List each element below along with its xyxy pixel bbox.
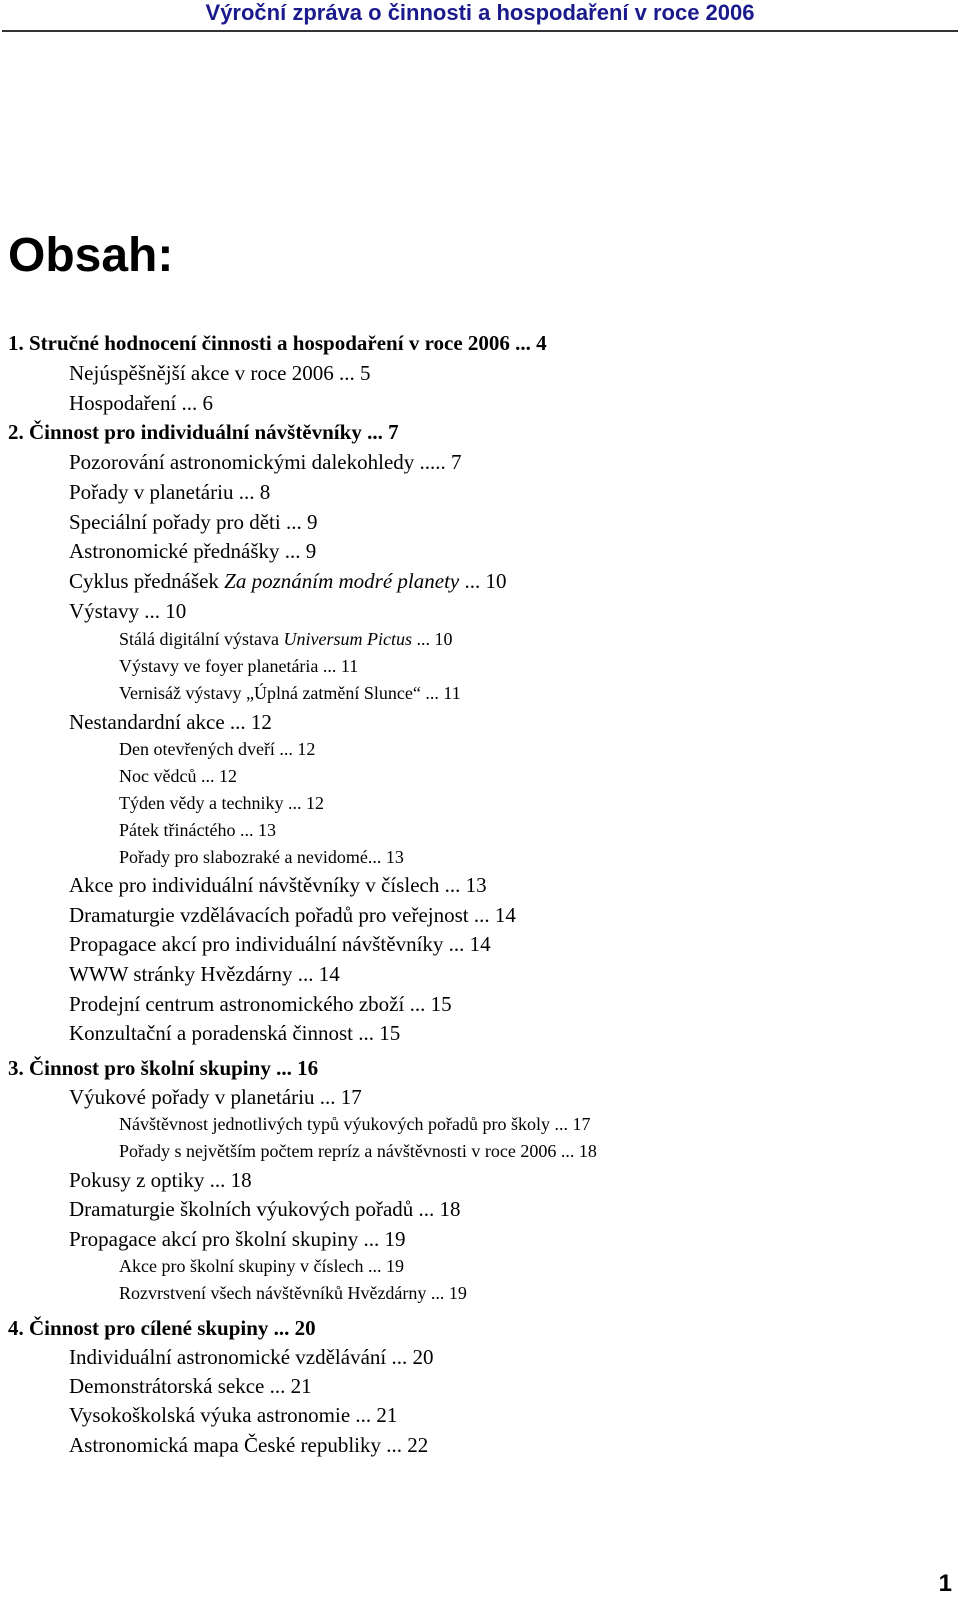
toc-entry[interactable]: Výukové pořady v planetáriu ... 17 [69, 1085, 362, 1109]
toc-entry[interactable]: Den otevřených dveří ... 12 [119, 739, 316, 759]
toc-title: Obsah: [8, 229, 174, 282]
toc-entry[interactable]: Hospodaření ... 6 [69, 391, 214, 415]
toc-entry[interactable]: Individuální astronomické vzdělávání ... 20 [69, 1345, 434, 1369]
toc-entry[interactable]: Týden vědy a techniky ... 12 [119, 793, 324, 813]
toc-entry[interactable]: Prodejní centrum astronomického zboží ... 15 [69, 992, 452, 1016]
toc-entry[interactable]: Návštěvnost jednotlivých typů výukových pořadů pro školy ... 17 [119, 1114, 591, 1134]
toc-entry[interactable]: Speciální pořady pro děti ... 9 [69, 510, 318, 534]
toc-entry[interactable]: Akce pro individuální návštěvníky v číslech ... 13 [69, 873, 487, 897]
toc-entry[interactable]: Akce pro školní skupiny v číslech ... 19 [119, 1256, 404, 1276]
toc-entry[interactable]: Dramaturgie školních výukových pořadů ... 18 [69, 1197, 461, 1221]
toc-entry[interactable]: Pořady s největším počtem repríz a návštěvnosti v roce 2006 ... 18 [119, 1141, 597, 1161]
toc-entry[interactable]: Výstavy ve foyer planetária ... 11 [119, 656, 359, 676]
toc-entry-text: Stálá digitální výstava [119, 629, 284, 649]
toc-entry[interactable]: Pátek třináctého ... 13 [119, 820, 276, 840]
toc-entry[interactable] [69, 571, 506, 592]
toc-entry[interactable]: 4. Činnost pro cílené skupiny ... 20 [8, 1316, 316, 1340]
toc-entry[interactable]: Pokusy z optiky ... 18 [69, 1168, 252, 1192]
page-number: 1 [938, 1570, 952, 1597]
toc-entry-page: ... 10 [411, 629, 453, 649]
toc-entry[interactable]: 3. Činnost pro školní skupiny ... 16 [8, 1056, 319, 1080]
toc-entry[interactable]: Nestandardní akce ... 12 [69, 710, 272, 734]
toc-entry[interactable]: Pozorování astronomickými dalekohledy ..... 7 [69, 450, 462, 474]
toc-entry[interactable]: Astronomické přednášky ... 9 [69, 539, 317, 563]
toc-entry[interactable]: Propagace akcí pro školní skupiny ... 19 [69, 1227, 406, 1251]
toc-entry[interactable]: WWW stránky Hvězdárny ... 14 [69, 962, 340, 986]
toc-entry[interactable]: Pořady v planetáriu ... 8 [69, 480, 271, 504]
document-header: Výroční zpráva o činnosti a hospodaření v roce 2006 [205, 0, 755, 25]
toc-entry[interactable]: Výstavy ... 10 [69, 599, 187, 623]
toc-entry-italic-text: Za poznáním modré planety [224, 569, 460, 593]
toc-entry[interactable]: Konzultační a poradenská činnost ... 15 [69, 1021, 401, 1045]
toc-entry[interactable]: Propagace akcí pro individuální návštěvníky ... 14 [69, 932, 491, 956]
toc-entry[interactable]: Rozvrstvení všech návštěvníků Hvězdárny ... 19 [119, 1283, 467, 1303]
toc-entry[interactable]: 1. Stručné hodnocení činnosti a hospodaření v roce 2006 ... 4 [8, 331, 547, 355]
toc-entry-page: ... 10 [459, 569, 507, 593]
toc-entry[interactable]: Vernisáž výstavy „Úplná zatmění Slunce“ ... 11 [119, 683, 461, 703]
toc-entry[interactable]: Astronomická mapa České republiky ... 22 [69, 1433, 429, 1457]
toc-entry[interactable]: Dramaturgie vzdělávacích pořadů pro veřejnost ... 14 [69, 903, 516, 927]
toc-entry[interactable]: Pořady pro slabozraké a nevidomé... 13 [119, 847, 404, 867]
toc-entry[interactable]: Noc vědců ... 12 [119, 766, 237, 786]
toc-entry[interactable]: 2. Činnost pro individuální návštěvníky ... 7 [8, 420, 399, 444]
toc-entry[interactable] [119, 630, 452, 648]
toc-entry-text: Cyklus přednášek [69, 569, 225, 593]
toc-entry-italic-text: Universum Pictus [283, 629, 412, 649]
toc-entry[interactable]: Vysokoškolská výuka astronomie ... 21 [69, 1403, 398, 1427]
toc-entry[interactable]: Demonstrátorská sekce ... 21 [69, 1374, 312, 1398]
toc-entry[interactable]: Nejúspěšnější akce v roce 2006 ... 5 [69, 361, 371, 385]
